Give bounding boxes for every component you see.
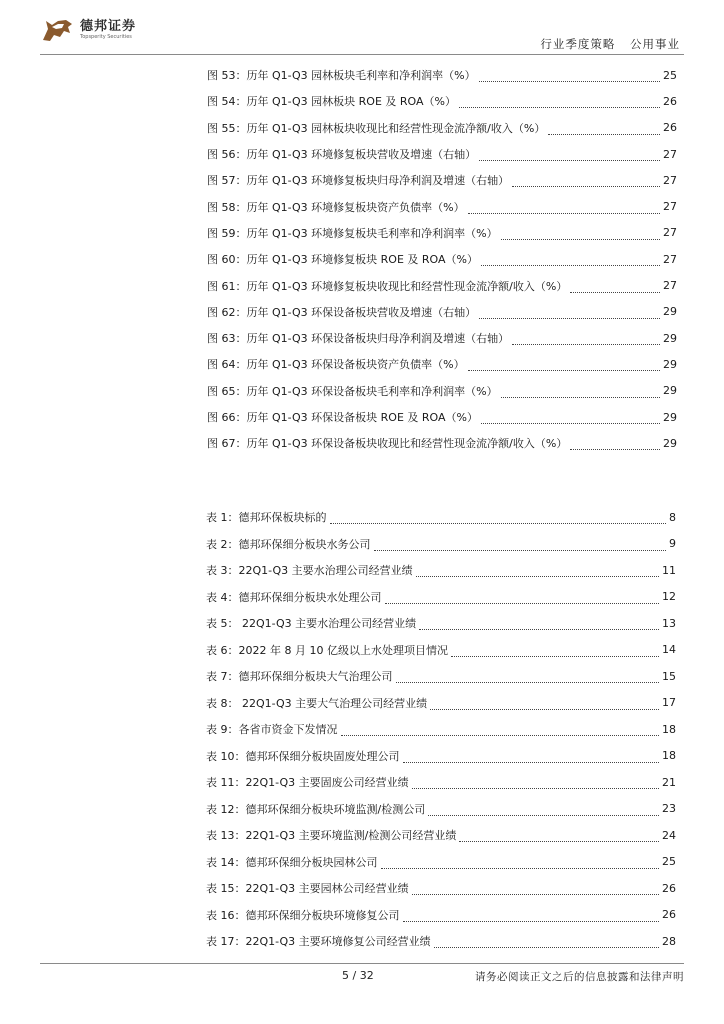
figure-entry[interactable] xyxy=(207,88,677,114)
table-entry-page: 17 xyxy=(662,696,676,710)
table-entry-title: 表 2：德邦环保细分板块水务公司 xyxy=(206,537,371,551)
figure-entry[interactable] xyxy=(207,299,677,325)
dot-leader xyxy=(428,806,659,816)
dot-leader xyxy=(451,647,659,657)
table-entry-page: 15 xyxy=(662,669,676,683)
dot-leader xyxy=(434,938,659,948)
dot-leader xyxy=(381,859,660,869)
dot-leader xyxy=(479,151,660,161)
figure-entry-page: 27 xyxy=(663,173,677,187)
dot-leader xyxy=(501,230,660,240)
table-index-list xyxy=(206,504,676,955)
table-entry-page: 23 xyxy=(662,802,676,816)
bull-logo-icon xyxy=(40,15,76,45)
dot-leader xyxy=(468,204,660,214)
dot-leader xyxy=(374,541,667,551)
table-entry-title: 表 8： 22Q1-Q3 主要大气治理公司经营业绩 xyxy=(206,696,428,710)
dot-leader xyxy=(403,753,660,763)
figure-entry-page: 29 xyxy=(663,436,677,450)
table-entry-page: 25 xyxy=(662,855,676,869)
figure-entry-page: 29 xyxy=(663,357,677,371)
dot-leader xyxy=(481,414,660,424)
figure-entry-title: 图 57：历年 Q1-Q3 环境修复板块归母净利润及增速（右轴） xyxy=(207,174,510,188)
figure-entry-page: 26 xyxy=(663,121,677,135)
logo-chinese-name: 德邦证券 xyxy=(80,18,137,34)
figure-entry-title: 图 54：历年 Q1-Q3 园林板块 ROE 及 ROA（%） xyxy=(207,95,456,109)
table-entry-title: 表 16：德邦环保细分板块环境修复公司 xyxy=(206,908,400,922)
figure-entry-title: 图 60：历年 Q1-Q3 环境修复板块 ROE 及 ROA（%） xyxy=(207,253,478,267)
table-entry-title: 表 5： 22Q1-Q3 主要水治理公司经营业绩 xyxy=(206,617,417,631)
dot-leader xyxy=(468,361,660,371)
figure-entry[interactable] xyxy=(207,62,677,88)
dot-leader xyxy=(512,335,660,345)
table-entry-title: 表 11：22Q1-Q3 主要固废公司经营业绩 xyxy=(206,776,409,790)
dot-leader xyxy=(416,567,659,577)
dot-leader xyxy=(396,673,660,683)
figure-entry[interactable] xyxy=(207,430,677,456)
figure-entry[interactable] xyxy=(207,167,677,193)
figure-entry-title: 图 67：历年 Q1-Q3 环保设备板块收现比和经营性现金流净额/收入（%） xyxy=(207,437,568,451)
dot-leader xyxy=(479,309,660,319)
table-entry-page: 28 xyxy=(662,934,676,948)
logo-english-name: Topsperity Securities xyxy=(80,33,132,40)
table-entry[interactable] xyxy=(206,796,676,823)
table-entry-page: 8 xyxy=(669,510,676,524)
table-entry-title: 表 1：德邦环保板块标的 xyxy=(206,511,327,525)
figure-entry[interactable] xyxy=(207,404,677,430)
figure-entry-title: 图 56：历年 Q1-Q3 环境修复板块营收及增速（右轴） xyxy=(207,148,477,162)
dot-leader xyxy=(385,594,660,604)
figure-entry-title: 图 65：历年 Q1-Q3 环保设备板块毛利率和净利润率（%） xyxy=(207,384,498,398)
header-divider xyxy=(40,54,684,55)
table-entry-title: 表 13：22Q1-Q3 主要环境监测/检测公司经营业绩 xyxy=(206,829,457,843)
table-entry-title: 表 12：德邦环保细分板块环境监测/检测公司 xyxy=(206,802,426,816)
figure-entry-title: 图 55：历年 Q1-Q3 园林板块收现比和经营性现金流净额/收入（%） xyxy=(207,121,546,135)
table-entry-title: 表 7：德邦环保细分板块大气治理公司 xyxy=(206,670,393,684)
figure-entry[interactable] xyxy=(207,115,677,141)
figure-entry-page: 27 xyxy=(663,226,677,240)
dot-leader xyxy=(330,514,667,524)
dot-leader xyxy=(412,885,659,895)
figure-entry-page: 29 xyxy=(663,410,677,424)
table-entry-title: 表 15：22Q1-Q3 主要园林公司经营业绩 xyxy=(206,882,409,896)
figure-entry-title: 图 61：历年 Q1-Q3 环境修复板块收现比和经营性现金流净额/收入（%） xyxy=(207,279,568,293)
table-entry[interactable] xyxy=(206,769,676,796)
figure-entry[interactable] xyxy=(207,141,677,167)
table-entry[interactable] xyxy=(206,690,676,717)
table-entry-page: 11 xyxy=(662,563,676,577)
dot-leader xyxy=(570,283,660,293)
table-entry-page: 9 xyxy=(669,537,676,551)
table-entry[interactable] xyxy=(206,849,676,876)
page-header xyxy=(0,0,724,60)
figure-entry-page: 25 xyxy=(663,68,677,82)
figure-entry-page: 26 xyxy=(663,94,677,108)
table-entry[interactable] xyxy=(206,584,676,611)
figure-entry-page: 29 xyxy=(663,384,677,398)
figure-entry-title: 图 62：历年 Q1-Q3 环保设备板块营收及增速（右轴） xyxy=(207,305,477,319)
figure-entry-title: 图 63：历年 Q1-Q3 环保设备板块归母净利润及增速（右轴） xyxy=(207,332,510,346)
dot-leader xyxy=(512,177,660,187)
figure-entry[interactable] xyxy=(207,351,677,377)
table-entry-page: 26 xyxy=(662,908,676,922)
figure-entry-page: 29 xyxy=(663,305,677,319)
table-entry-title: 表 17：22Q1-Q3 主要环境修复公司经营业绩 xyxy=(206,935,431,949)
table-entry-page: 26 xyxy=(662,881,676,895)
table-entry-title: 表 10：德邦环保细分板块固废处理公司 xyxy=(206,749,400,763)
header-category xyxy=(540,36,680,52)
figure-entry-page: 27 xyxy=(663,279,677,293)
table-entry[interactable] xyxy=(206,610,676,637)
dot-leader xyxy=(459,98,660,108)
table-entry[interactable] xyxy=(206,743,676,770)
table-entry-title: 表 14：德邦环保细分板块园林公司 xyxy=(206,855,378,869)
figure-entry[interactable] xyxy=(207,378,677,404)
table-entry-page: 21 xyxy=(662,775,676,789)
sector-label: 公用事业 xyxy=(630,37,680,51)
table-entry-page: 18 xyxy=(662,749,676,763)
figure-entry[interactable] xyxy=(207,220,677,246)
dot-leader xyxy=(341,726,660,736)
figure-entry-page: 27 xyxy=(663,147,677,161)
table-entry-page: 24 xyxy=(662,828,676,842)
figure-entry-title: 图 64：历年 Q1-Q3 环保设备板块资产负债率（%） xyxy=(207,358,465,372)
dot-leader xyxy=(501,388,660,398)
table-entry-page: 14 xyxy=(662,643,676,657)
figure-entry[interactable] xyxy=(207,246,677,272)
dot-leader xyxy=(419,620,659,630)
table-entry-title: 表 3：22Q1-Q3 主要水治理公司经营业绩 xyxy=(206,564,413,578)
figure-entry-title: 图 59：历年 Q1-Q3 环境修复板块毛利率和净利润率（%） xyxy=(207,226,498,240)
figure-entry-title: 图 58：历年 Q1-Q3 环境修复板块资产负债率（%） xyxy=(207,200,465,214)
figure-entry[interactable] xyxy=(207,193,677,219)
table-entry[interactable] xyxy=(206,875,676,902)
table-entry-page: 12 xyxy=(662,590,676,604)
table-entry-title: 表 4：德邦环保细分板块水处理公司 xyxy=(206,590,382,604)
dot-leader xyxy=(570,440,660,450)
legal-disclaimer: 请务必阅读正文之后的信息披露和法律声明 xyxy=(475,971,684,983)
table-entry-page: 18 xyxy=(662,722,676,736)
dot-leader xyxy=(412,779,659,789)
dot-leader xyxy=(430,700,659,710)
dot-leader xyxy=(403,912,660,922)
company-logo xyxy=(40,14,160,46)
figure-entry-title: 图 53：历年 Q1-Q3 园林板块毛利率和净利润率（%） xyxy=(207,69,476,83)
dot-leader xyxy=(459,832,659,842)
table-entry-title: 表 9：各省市资金下发情况 xyxy=(206,723,338,737)
figure-entry[interactable] xyxy=(207,325,677,351)
dot-leader xyxy=(481,256,660,266)
figure-entry-page: 29 xyxy=(663,331,677,345)
doc-type-label: 行业季度策略 xyxy=(540,37,616,51)
table-entry-title: 表 6：2022 年 8 月 10 亿级以上水处理项目情况 xyxy=(206,643,448,657)
table-entry[interactable] xyxy=(206,531,676,558)
table-entry[interactable] xyxy=(206,902,676,929)
dot-leader xyxy=(479,72,660,82)
dot-leader xyxy=(548,125,660,135)
table-entry-page: 13 xyxy=(662,616,676,630)
table-entry[interactable] xyxy=(206,663,676,690)
figure-entry-title: 图 66：历年 Q1-Q3 环保设备板块 ROE 及 ROA（%） xyxy=(207,411,478,424)
table-entry[interactable] xyxy=(206,504,676,531)
table-entry[interactable] xyxy=(206,716,676,743)
figure-entry[interactable] xyxy=(207,272,677,298)
table-entry[interactable] xyxy=(206,822,676,849)
figure-entry-page: 27 xyxy=(663,200,677,214)
table-entry[interactable] xyxy=(206,637,676,664)
figure-index-list xyxy=(207,62,677,456)
page-number: 5 / 32 xyxy=(342,969,374,982)
footer-divider xyxy=(40,963,684,964)
table-entry[interactable] xyxy=(206,557,676,584)
table-entry[interactable] xyxy=(206,928,676,955)
figure-entry-page: 27 xyxy=(663,252,677,266)
